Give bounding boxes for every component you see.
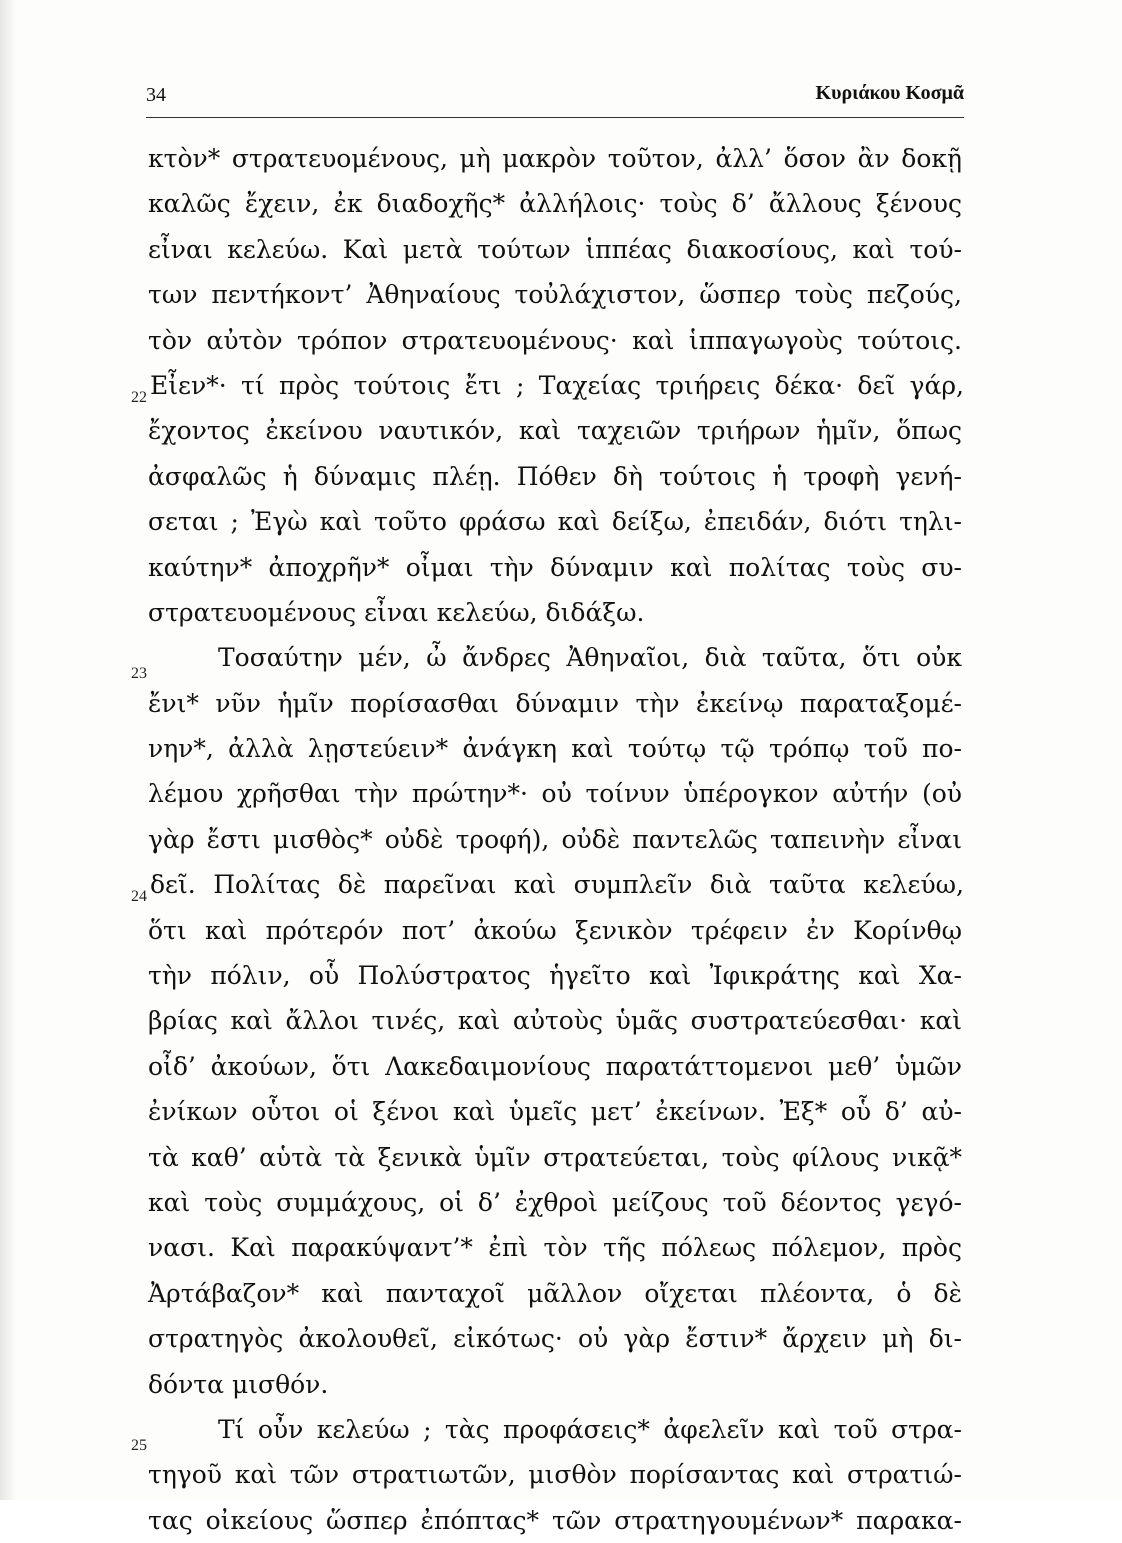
line-text: στρατηγὸς ἀκολουθεῖ, εἰκότως· οὐ γὰρ ἔστιν* ἄρχειν μὴ δι-	[148, 1324, 962, 1354]
text-line	[0, 1089, 1122, 1134]
text-line	[0, 1225, 1122, 1270]
page-number: 34	[146, 84, 166, 106]
line-text: εἶναι κελεύω. Καὶ μετὰ τούτων ἱππέας διακοσίους, καὶ τού-	[148, 234, 962, 264]
line-text: γὰρ ἔστι μισθὸς* οὐδὲ τροφή), οὐδὲ παντελῶς ταπεινὴν εἶναι	[148, 824, 962, 854]
text-line	[0, 590, 1122, 635]
line-text: ἔνι* νῦν ἡμῖν πορίσασθαι δύναμιν τὴν ἐκείνῳ παραταξομέ-	[148, 688, 962, 718]
line-text: ἐνίκων οὗτοι οἱ ξένοι καὶ ὑμεῖς μετ’ ἐκείνων. Ἐξ* οὗ δ’ αὐ-	[148, 1097, 962, 1127]
line-text: ὅτι καὶ πρότερόν ποτ’ ἀκούω ξενικὸν τρέφειν ἐν Κορίνθῳ	[148, 915, 962, 945]
line-text: δεῖ. Πολίτας δὲ παρεῖναι καὶ συμπλεῖν διὰ ταῦτα κελεύω,	[150, 870, 964, 900]
line-text: νην*, ἀλλὰ λῃστεύειν* ἀνάγκη καὶ τούτῳ τῷ τρόπῳ τοῦ πο-	[148, 734, 962, 764]
line-text: βρίας καὶ ἄλλοι τινές, καὶ αὐτοὺς ὑμᾶς συστρατεύεσθαι· καὶ	[148, 1006, 962, 1036]
line-text: στρατευομένους εἶναι κελεύω, διδάξω.	[148, 597, 645, 627]
text-line	[0, 1271, 1122, 1316]
text-line	[0, 1180, 1122, 1225]
line-text: κτὸν* στρατευομένους, μὴ μακρὸν τοῦτον, ἀλλ’ ὅσον ἂν δοκῇ	[148, 144, 962, 173]
text-line	[0, 545, 1122, 590]
section-number: 24	[131, 888, 147, 906]
line-text: Τί οὖν κελεύω ; τὰς προφάσεις* ἀφελεῖν καὶ τοῦ στρα-	[218, 1414, 962, 1444]
line-text: καύτην* ἀποχρῆν* οἶμαι τὴν δύναμιν καὶ πολίτας τοὺς συ-	[148, 552, 962, 582]
line-text: τηγοῦ καὶ τῶν στρατιωτῶν, μισθὸν πορίσαντας καὶ στρατιώ-	[148, 1460, 962, 1490]
line-text: νασι. Καὶ παρακύψαντ’* ἐπὶ τὸν τῆς πόλεως πόλεμον, πρὸς	[148, 1233, 962, 1263]
line-text: οἶδ’ ἀκούων, ὅτι Λακεδαιμονίους παρατάττομενοι μεθ’ ὑμῶν	[148, 1051, 962, 1081]
running-head: Κυριάκου Κοσμᾶ	[815, 82, 964, 104]
text-line	[0, 635, 1122, 683]
line-text: ἀσφαλῶς ἡ δύναμις πλέῃ. Πόθεν δὴ τούτοις ἡ τροφὴ γενή-	[148, 461, 962, 491]
line-text: των πεντήκοντ’ Ἀθηναίους τοὐλάχιστον, ὥσπερ τοὺς πεζούς,	[148, 280, 962, 310]
text-line	[0, 1407, 1122, 1452]
text-line	[0, 363, 1122, 408]
text-line	[0, 998, 1122, 1043]
line-text: τας οἰκείους ὥσπερ ἐπόπτας* τῶν στρατηγουμένων* παρακα-	[148, 1505, 962, 1535]
text-line	[0, 181, 1122, 226]
text-line	[0, 1316, 1122, 1361]
body-text	[0, 136, 1122, 1543]
line-text: τὴν πόλιν, οὗ Πολύστρατος ἡγεῖτο καὶ Ἰφικράτης καὶ Χα-	[148, 961, 962, 991]
line-text: σεται ; Ἐγὼ καὶ τοῦτο φράσω καὶ δείξω, ἐπειδάν, διότι τηλι-	[148, 507, 962, 537]
text-line	[0, 136, 1122, 181]
text-line	[0, 681, 1122, 726]
text-line	[0, 1044, 1122, 1089]
line-text: Εἶεν*· τί πρὸς τούτοις ἔτι ; Ταχείας τριήρεις δέκα· δεῖ γάρ,	[150, 370, 964, 400]
line-text: ἔχοντος ἐκείνου ναυτικόν, καὶ ταχειῶν τριήρων ἡμῖν, ὅπως	[148, 416, 962, 446]
line-text: Ἀρτάβαζον* καὶ πανταχοῖ μᾶλλον οἴχεται πλέοντα, ὁ δὲ	[148, 1278, 962, 1308]
text-line	[0, 454, 1122, 499]
line-text: τὸν αὐτὸν τρόπον στρατευομένους· καὶ ἱππαγωγοὺς τούτοις.	[148, 325, 962, 355]
text-line	[0, 726, 1122, 771]
section-number: 23	[131, 665, 147, 683]
text-line	[0, 272, 1122, 317]
line-text: δόντα μισθόν.	[148, 1369, 329, 1399]
line-text: καὶ τοὺς συμμάχους, οἱ δ’ ἐχθροὶ μείζους τοῦ δέοντος γεγό-	[148, 1187, 962, 1217]
line-text: Τοσαύτην μέν, ὦ ἄνδρες Ἀθηναῖοι, διὰ ταῦτα, ὅτι οὐκ	[218, 643, 962, 673]
text-line	[0, 817, 1122, 862]
line-text: τὰ καθ’ αὑτὰ τὰ ξενικὰ ὑμῖν στρατεύεται, τοὺς φίλους νικᾷ*	[148, 1142, 962, 1172]
text-line	[0, 908, 1122, 953]
header-rule	[146, 117, 964, 118]
line-text: καλῶς ἔχειν, ἐκ διαδοχῆς* ἀλλήλοις· τοὺς δ’ ἄλλους ξένους	[148, 189, 962, 219]
text-line	[0, 862, 1122, 907]
text-line	[0, 227, 1122, 272]
text-line	[0, 318, 1122, 363]
page-header	[146, 76, 964, 108]
text-line	[0, 1498, 1122, 1543]
text-line	[0, 953, 1122, 998]
text-line	[0, 771, 1122, 816]
text-line	[0, 499, 1122, 544]
text-line	[0, 1362, 1122, 1407]
section-number: 22	[131, 388, 147, 406]
section-number: 25	[131, 1436, 147, 1454]
text-line	[0, 408, 1122, 453]
text-line	[0, 1452, 1122, 1497]
line-text: λέμου χρῆσθαι τὴν πρώτην*· οὐ τοίνυν ὑπέρογκον αὐτήν (οὐ	[148, 779, 962, 809]
text-line	[0, 1135, 1122, 1180]
